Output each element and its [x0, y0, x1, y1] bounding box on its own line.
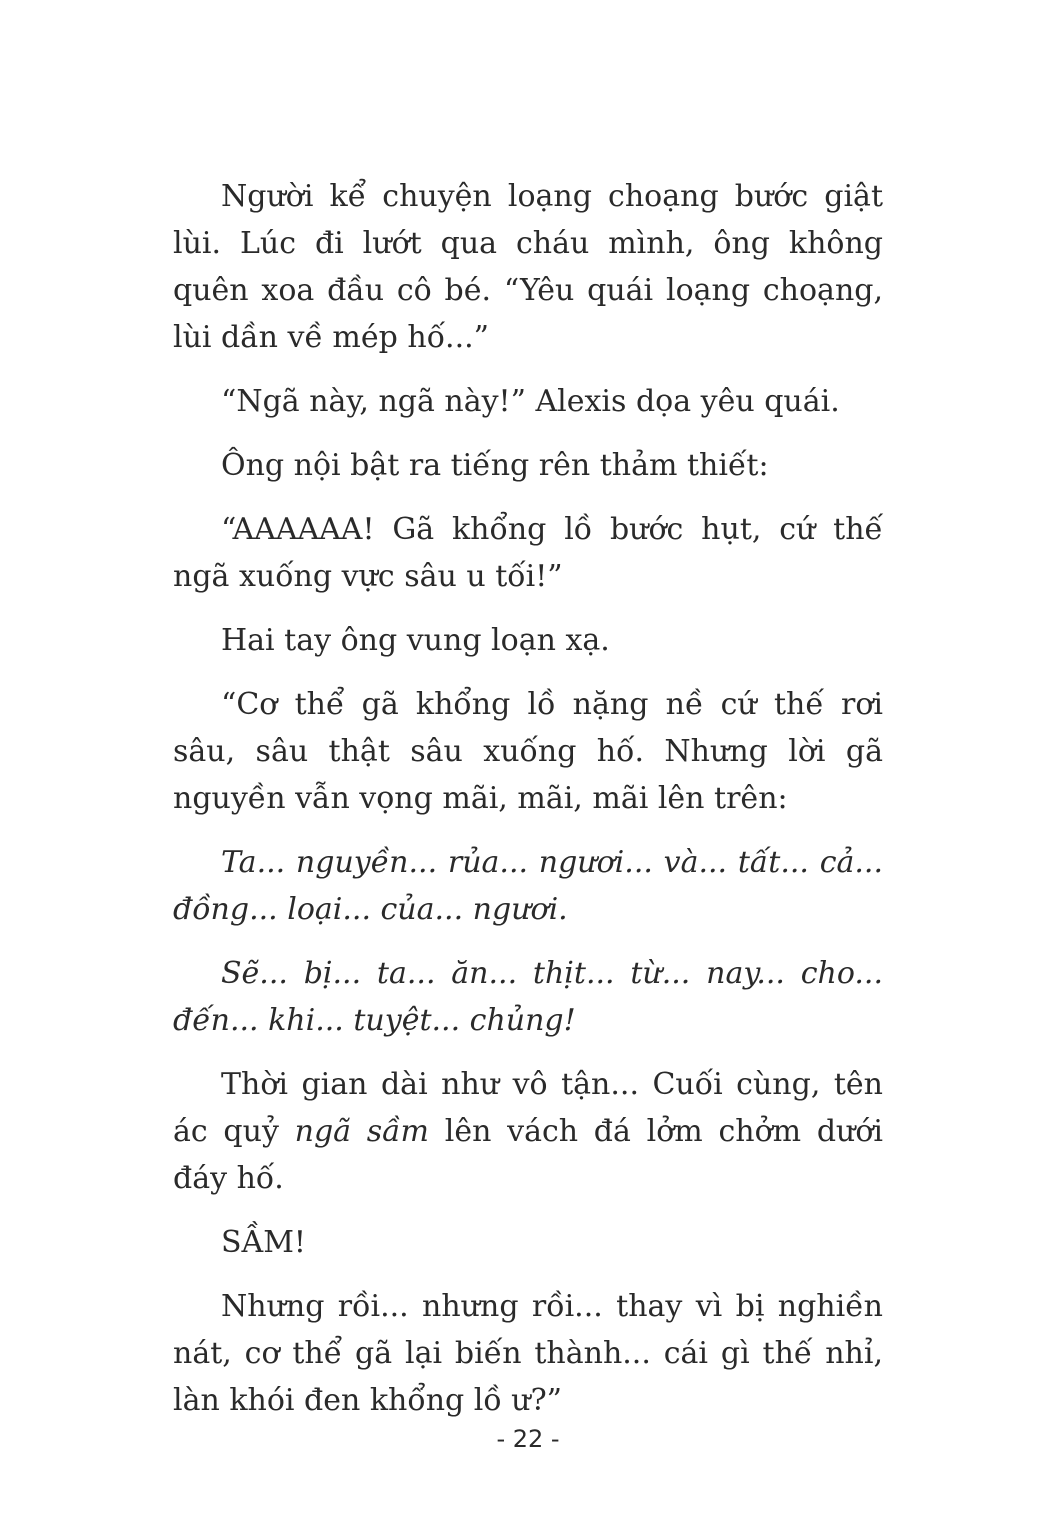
paragraph-grandfather-groans: Ông nội bật ra tiếng rên thảm thiết: — [221, 448, 769, 483]
emphasis-text: ngã sầm — [294, 1114, 429, 1149]
paragraph-narrator-steps-back: Người kể chuyện loạng choạng bước giật lùi. Lúc đi lướt qua cháu mình, ông không quên xoa đầu cô bé. “Yêu quái loạng choạng, lùi dần về mép hố...” — [173, 179, 883, 355]
paragraph-text-part: lên vách đá lởm chởm dưới đáy hố. — [173, 1114, 883, 1196]
paragraph-demon-crashes — [173, 1061, 883, 1202]
paragraph-curse-line-1: Ta... nguyền... rủa... ngươi... và... tất... cả... đồng... loại... của... ngươi. — [173, 845, 883, 927]
paragraph-alexis-taunts: “Ngã này, ngã này!” Alexis dọa yêu quái. — [221, 384, 840, 419]
paragraph-sound-effect: SẦM! — [221, 1225, 306, 1260]
page-number: - 22 - — [496, 1425, 560, 1453]
paragraph-black-smoke: Nhưng rồi... nhưng rồi... thay vì bị nghiền nát, cơ thể gã lại biến thành... cái gì thế nhỉ, làn khói đen khổng lồ ư?” — [173, 1289, 883, 1418]
paragraph-text-part: Thời gian dài như vô tận... Cuối cùng, tên ác quỷ — [173, 1067, 883, 1149]
paragraph-arms-flail: Hai tay ông vung loạn xạ. — [221, 623, 610, 658]
paragraph-curse-echoes: “Cơ thể gã khổng lồ nặng nề cứ thế rơi sâu, sâu thật sâu xuống hố. Nhưng lời gã nguyền vẫn vọng mãi, mãi, mãi lên trên: — [173, 687, 883, 816]
paragraph-curse-line-2: Sẽ... bị... ta... ăn... thịt... từ... nay... cho... đến... khi... tuyệt... chủng! — [173, 956, 883, 1038]
paragraph-giant-falls: “AAAAAA! Gã khổng lồ bước hụt, cứ thế ngã xuống vực sâu u tối!” — [173, 512, 883, 594]
body-text — [173, 173, 883, 1441]
